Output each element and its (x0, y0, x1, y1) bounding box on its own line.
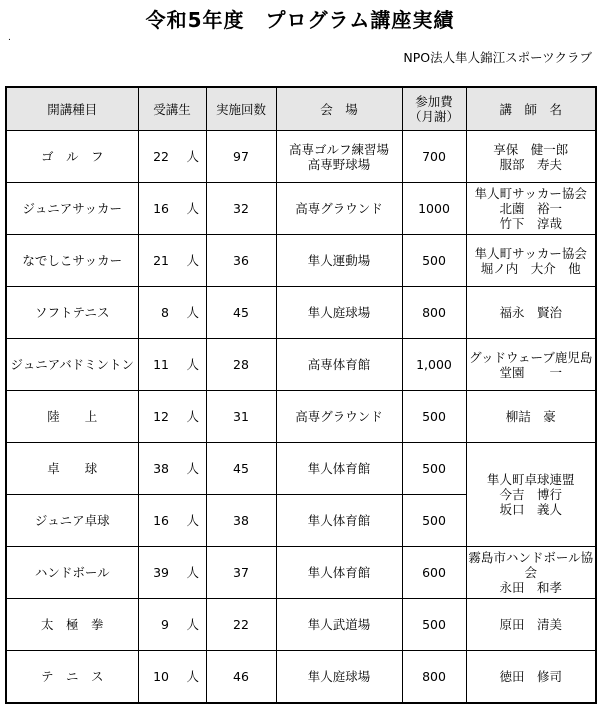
course-name: なでしこサッカー (22, 253, 123, 268)
venue-name: 高専グラウンド (295, 201, 383, 216)
table-body (6, 131, 596, 703)
instructor-name: 柳詰 豪 (505, 409, 556, 424)
instructor-cell (466, 183, 596, 235)
course-name: ハンドボール (34, 565, 110, 580)
table-row (6, 547, 596, 599)
student-unit: 人 (186, 305, 199, 320)
venue-cell (276, 599, 402, 651)
student-unit: 人 (186, 461, 199, 476)
instructor-name: 享保 健一郎 (493, 141, 569, 157)
students-cell (138, 547, 206, 599)
student-unit: 人 (186, 513, 199, 528)
course-cell (6, 599, 138, 651)
instructor-name: 隼人町サッカー協会 (474, 245, 587, 261)
student-unit: 人 (186, 565, 199, 580)
student-unit: 人 (186, 357, 199, 372)
sessions-cell: 46 (206, 651, 276, 703)
student-count: 38 (153, 461, 169, 476)
instructor-name: 坂口 義人 (499, 502, 562, 517)
table-row (6, 599, 596, 651)
sessions-cell: 45 (206, 287, 276, 339)
fee-cell: 600 (402, 547, 466, 599)
instructor-name: 服部 寿夫 (499, 156, 562, 172)
venue-cell (276, 391, 402, 443)
header-instructor: 講 師 名 (466, 87, 596, 131)
instructor-name: 隼人町サッカー協会 (474, 186, 587, 201)
venue-name: 隼人体育館 (307, 461, 371, 476)
sessions-cell: 38 (206, 495, 276, 547)
sessions-cell: 31 (206, 391, 276, 443)
instructor-name: 永田 和孝 (499, 580, 562, 595)
sessions-cell: 45 (206, 443, 276, 495)
students-cell (138, 339, 206, 391)
instructor-cell (466, 287, 596, 339)
fee-cell: 800 (402, 287, 466, 339)
organization-name: NPO法人隼人錦江スポーツクラブ (403, 50, 592, 65)
course-cell (6, 339, 138, 391)
student-count: 11 (153, 357, 169, 372)
instructor-name: 竹下 淳哉 (499, 216, 562, 231)
results-table (5, 86, 597, 704)
course-cell (6, 391, 138, 443)
venue-name: 隼人武道場 (307, 617, 371, 632)
sessions-cell: 36 (206, 235, 276, 287)
student-count: 8 (161, 305, 169, 320)
instructor-cell (466, 599, 596, 651)
students-cell (138, 495, 206, 547)
venue-name: 隼人体育館 (307, 513, 371, 528)
venue-cell (276, 183, 402, 235)
course-cell (6, 547, 138, 599)
course-cell (6, 443, 138, 495)
course-cell (6, 495, 138, 547)
venue-name: 高専野球場 (307, 156, 371, 172)
fee-cell: 500 (402, 391, 466, 443)
course-name: ジュニア卓球 (34, 513, 110, 528)
course-cell (6, 287, 138, 339)
sessions-cell: 97 (206, 131, 276, 183)
instructor-name: 原田 清美 (499, 617, 562, 632)
instructor-name: 堀ノ内 大介 他 (480, 260, 581, 276)
course-cell (6, 183, 138, 235)
header-venue: 会 場 (276, 87, 402, 131)
course-name: ジュニアバドミントン (10, 357, 134, 372)
fee-cell: 500 (402, 599, 466, 651)
student-unit: 人 (186, 149, 199, 164)
stray-dot: . (8, 33, 11, 43)
course-name: テ ニ ス (40, 668, 104, 684)
student-count: 9 (161, 617, 169, 632)
student-count: 16 (153, 201, 169, 216)
table-row (6, 339, 596, 391)
instructor-name: 隼人町卓球連盟 (486, 472, 575, 487)
venue-cell (276, 339, 402, 391)
table-row (6, 391, 596, 443)
instructor-cell (466, 443, 596, 547)
sessions-cell: 37 (206, 547, 276, 599)
venue-name: 高専体育館 (307, 357, 371, 372)
venue-cell (276, 131, 402, 183)
table-row (6, 287, 596, 339)
header-students: 受講生 (138, 87, 206, 131)
instructor-cell (466, 339, 596, 391)
course-name: ソフトテニス (34, 305, 110, 320)
students-cell (138, 235, 206, 287)
instructor-cell (466, 391, 596, 443)
venue-cell (276, 495, 402, 547)
students-cell (138, 443, 206, 495)
student-unit: 人 (186, 409, 199, 424)
student-count: 16 (153, 513, 169, 528)
header-course: 開講種目 (6, 87, 138, 131)
instructor-name: 今吉 博行 (499, 487, 562, 502)
instructor-name: 堂園 一 (499, 364, 562, 380)
venue-name: 隼人庭球場 (307, 305, 371, 320)
sessions-cell: 32 (206, 183, 276, 235)
instructor-cell (466, 547, 596, 599)
sessions-cell: 22 (206, 599, 276, 651)
course-name: ゴ ル フ (40, 149, 104, 164)
venue-name: 高専ゴルフ練習場 (288, 141, 389, 157)
student-count: 10 (153, 668, 169, 684)
venue-name: 高専グラウンド (295, 409, 383, 424)
fee-cell: 800 (402, 651, 466, 703)
fee-cell: 700 (402, 131, 466, 183)
venue-cell (276, 547, 402, 599)
students-cell (138, 183, 206, 235)
header-sessions: 実施回数 (206, 87, 276, 131)
fee-cell: 500 (402, 443, 466, 495)
student-unit: 人 (186, 617, 199, 632)
venue-name: 隼人体育館 (307, 565, 371, 580)
course-name: ジュニアサッカー (22, 201, 122, 216)
table-row (6, 235, 596, 287)
student-unit: 人 (186, 668, 199, 684)
student-count: 12 (153, 409, 169, 424)
instructor-cell (466, 131, 596, 183)
instructor-name: 北薗 裕一 (499, 201, 562, 216)
table-row (6, 131, 596, 183)
student-count: 21 (153, 253, 169, 268)
sessions-cell: 28 (206, 339, 276, 391)
course-name: 卓 球 (47, 461, 98, 476)
instructor-name: グッドウェーブ鹿児島 (469, 349, 593, 365)
fee-cell: 500 (402, 495, 466, 547)
fee-cell: 500 (402, 235, 466, 287)
students-cell (138, 131, 206, 183)
table-row (6, 443, 596, 495)
instructor-name: 霧島市ハンドボール協会 (468, 550, 594, 580)
venue-cell (276, 235, 402, 287)
instructor-name: 徳田 修司 (499, 668, 562, 684)
students-cell (138, 287, 206, 339)
course-cell (6, 235, 138, 287)
table-header-row (6, 87, 596, 131)
course-name: 太 極 拳 (40, 617, 104, 632)
fee-cell: 1,000 (402, 339, 466, 391)
venue-name: 隼人庭球場 (307, 668, 371, 684)
students-cell (138, 599, 206, 651)
students-cell (138, 391, 206, 443)
venue-cell (276, 443, 402, 495)
student-unit: 人 (186, 201, 199, 216)
venue-cell (276, 287, 402, 339)
instructor-name: 福永 賢治 (499, 305, 562, 320)
student-unit: 人 (186, 253, 199, 268)
course-cell (6, 131, 138, 183)
fee-cell: 1000 (402, 183, 466, 235)
instructor-cell (466, 235, 596, 287)
student-count: 39 (153, 565, 169, 580)
course-name: 陸 上 (47, 409, 98, 424)
student-count: 22 (153, 149, 169, 164)
header-fee: 参加費 （月謝） (402, 87, 466, 131)
venue-name: 隼人運動場 (307, 253, 371, 268)
table-row (6, 183, 596, 235)
page-title: 令和5年度 プログラム講座実績 (145, 8, 455, 32)
